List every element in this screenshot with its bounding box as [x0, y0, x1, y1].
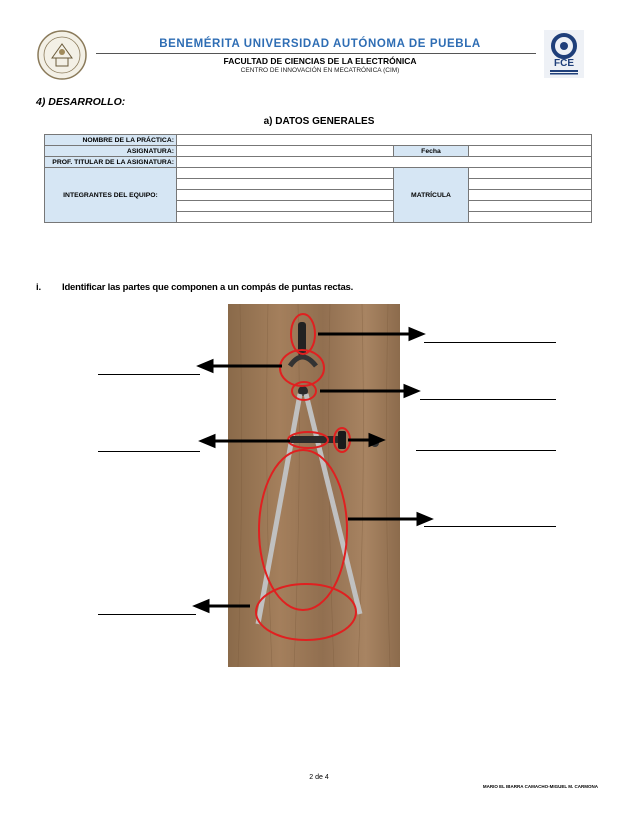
header-divider [96, 53, 536, 54]
general-data-table [44, 134, 592, 223]
student-id-field[interactable] [469, 201, 592, 212]
student-id-field[interactable] [469, 168, 592, 179]
question-item [36, 282, 353, 293]
center-name: CENTRO DE INNOVACIÓN EN MECATRÓNICA (CIM) [240, 67, 400, 74]
answer-line[interactable] [98, 374, 200, 375]
faculty-name: FACULTAD DE CIENCIAS DE LA ELECTRÓNICA [223, 56, 417, 66]
question-number: i. [36, 282, 41, 293]
answer-line[interactable] [424, 526, 556, 527]
team-member-field[interactable] [177, 190, 394, 201]
date-field[interactable] [469, 146, 592, 157]
answer-line[interactable] [424, 342, 556, 343]
student-id-field[interactable] [469, 190, 592, 201]
student-id-field[interactable] [469, 212, 592, 223]
professor-field[interactable] [177, 157, 592, 168]
team-member-field[interactable] [177, 179, 394, 190]
subject-label: ASIGNATURA: [45, 146, 177, 157]
subject-field[interactable] [177, 146, 394, 157]
authors-credit: MARIO EL IBARRA CAMACHO-MIGUEL M. CARMONA [482, 784, 598, 789]
pointer-arrows [0, 300, 638, 640]
team-member-field[interactable] [177, 201, 394, 212]
answer-line[interactable] [416, 450, 556, 451]
answer-line[interactable] [420, 399, 556, 400]
student-id-field[interactable] [469, 179, 592, 190]
professor-label: PROF. TITULAR DE LA ASIGNATURA: [45, 157, 177, 168]
team-member-field[interactable] [177, 168, 394, 179]
university-seal-logo [36, 28, 88, 82]
date-label: Fecha [394, 146, 469, 157]
team-members-label: INTEGRANTES DEL EQUIPO: [45, 168, 177, 223]
question-text: Identificar las partes que componen a un compás de puntas rectas. [62, 282, 354, 293]
fce-logo-text: FCE [554, 58, 574, 69]
team-member-field[interactable] [177, 212, 394, 223]
student-id-label: MATRÍCULA [394, 168, 469, 223]
practice-name-label: NOMBRE DE LA PRÁCTICA: [45, 135, 177, 146]
fce-logo [544, 30, 584, 78]
practice-name-field[interactable] [177, 135, 592, 146]
answer-line[interactable] [98, 614, 196, 615]
university-name: BENEMÉRITA UNIVERSIDAD AUTÓNOMA DE PUEBLA [159, 38, 481, 50]
page-number: 2 de 4 [309, 774, 329, 781]
section-title: 4) DESARROLLO: [36, 96, 126, 108]
answer-line[interactable] [98, 451, 200, 452]
subsection-title: a) DATOS GENERALES [263, 116, 375, 127]
